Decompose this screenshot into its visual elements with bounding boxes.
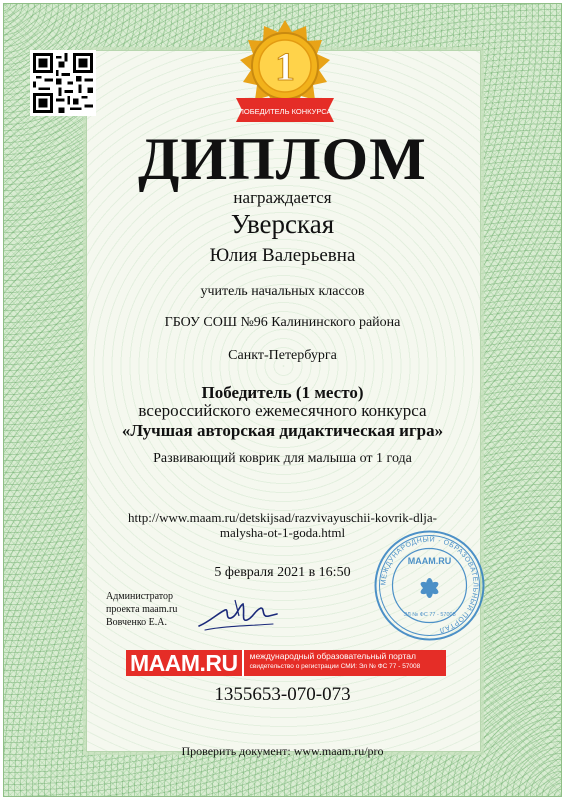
- award-place: Победитель (1 место): [201, 383, 364, 402]
- stamp-center-text: MAAM.RU: [407, 556, 452, 566]
- medal-number: 1: [275, 44, 295, 89]
- recipient-given-names: Юлия Валерьевна: [209, 245, 356, 266]
- award-date: 5 февраля 2021 в 16:50: [214, 565, 351, 580]
- qr-code-icon: [30, 50, 96, 116]
- admin-project: проекта maam.ru: [106, 604, 178, 615]
- work-title: Развивающий коврик для малыша от 1 года: [153, 451, 412, 466]
- work-url-line-2: malysha-ot-1-goda.html: [219, 525, 346, 540]
- signature-icon: [195, 596, 280, 636]
- recipient-position: учитель начальных классов: [200, 284, 365, 299]
- admin-name: Вовченко Е.А.: [106, 617, 168, 628]
- maam-logo: MAAM.RU: [126, 650, 242, 676]
- brand-registration: свидетельство о регистрации СМИ: Эл № ФС 77 - 57008: [249, 663, 421, 670]
- verify-document-link[interactable]: Проверить документ: www.maam.ru/pro: [181, 744, 384, 758]
- stamp-ring-text: МЕЖДУНАРОДНЫЙ · ОБРАЗОВАТЕЛЬНЫЙ ПОРТАЛ: [380, 536, 479, 634]
- awarded-label: награждается: [233, 188, 332, 207]
- winner-medal-icon: [230, 18, 340, 128]
- admin-role: Администратор: [106, 591, 174, 602]
- medal-ribbon-text: ПОБЕДИТЕЛЬ КОНКУРСА: [238, 107, 332, 116]
- contest-description: всероссийского ежемесячного конкурса: [138, 401, 427, 420]
- contest-name: «Лучшая авторская дидактическая игра»: [121, 421, 444, 440]
- recipient-city: Санкт-Петербурга: [228, 348, 337, 363]
- stamp-reg-text: ЭЛ № ФС 77 - 57008: [403, 612, 456, 618]
- registration-number: 1355653-070-073: [214, 684, 351, 705]
- admin-signatory: [106, 590, 206, 629]
- diploma-title: ДИПЛОМ: [138, 126, 427, 192]
- maam-brand-bar: [126, 650, 446, 676]
- recipient-school: ГБОУ СОШ №96 Калининского района: [164, 315, 401, 330]
- portal-stamp-icon: [372, 528, 487, 643]
- recipient-surname: Уверская: [230, 209, 335, 239]
- brand-description: [242, 650, 446, 676]
- brand-tagline: международный образовательный портал: [249, 651, 416, 661]
- work-url-line-1: http://www.maam.ru/detskijsad/razvivayuschii-kovrik-dlja-: [128, 510, 437, 525]
